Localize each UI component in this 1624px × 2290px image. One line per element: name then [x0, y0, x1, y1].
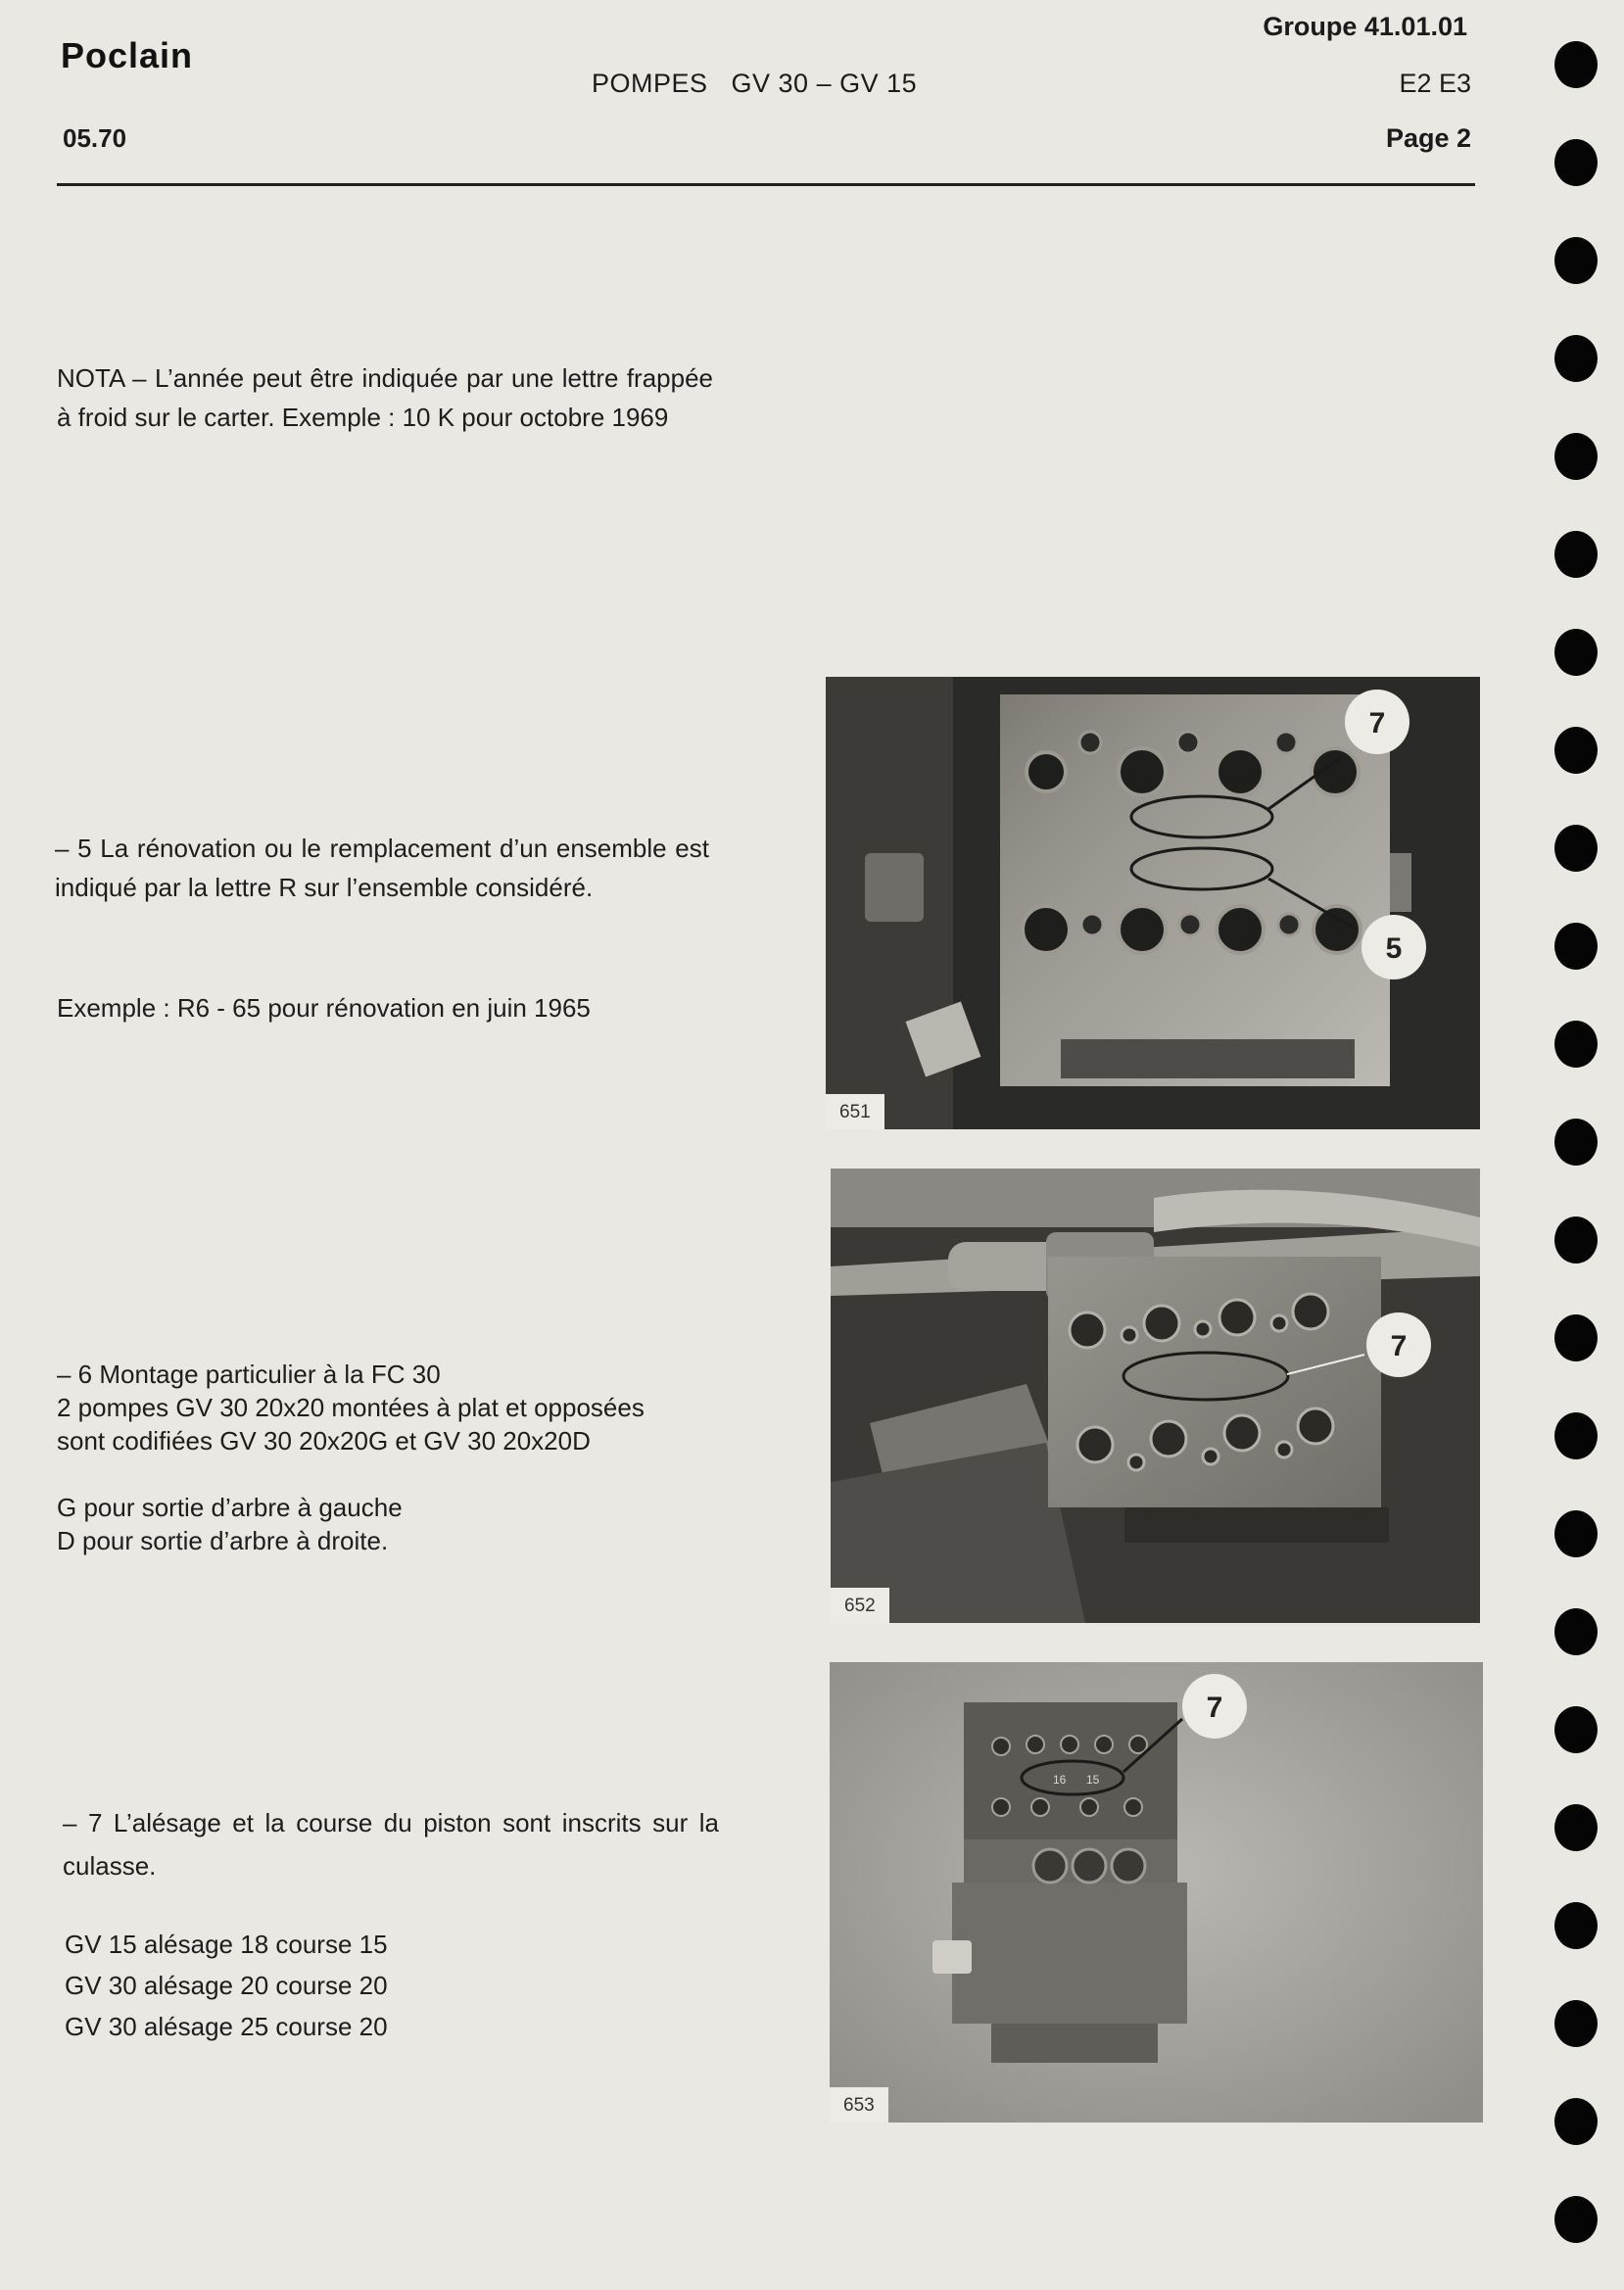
pump-mounted-view [831, 1169, 1480, 1623]
binder-hole [1554, 139, 1598, 186]
pump-isolated-view [830, 1662, 1483, 2123]
section-5-paragraph: – 5 La rénovation ou le remplacement d’un ensemble est indiqué par la lettre R sur l’ensemble considéré. [55, 834, 709, 902]
binder-hole [1554, 1510, 1598, 1557]
section-6-line: 2 pompes GV 30 20x20 montées à plat et opposées [57, 1393, 645, 1422]
figure-number: 651 [826, 1094, 884, 1129]
group-number: Groupe 41.01.01 [1263, 12, 1467, 41]
callout-label: 7 [1368, 707, 1386, 739]
section-7-paragraph: – 7 L’alésage et la course du piston sont inscrits sur la culasse. [63, 1808, 719, 1881]
binder-hole [1554, 727, 1598, 774]
spec-line: GV 30 alésage 20 course 20 [65, 1971, 388, 2000]
binder-hole [1554, 1608, 1598, 1655]
document-title: POMPES GV 30 – GV 15 [592, 69, 918, 98]
pump-block-top-view [826, 677, 1480, 1129]
callout-label: 7 [1206, 1692, 1223, 1724]
section-5-example: Exemple : R6 - 65 pour rénovation en juin 1965 [57, 993, 591, 1023]
header-rule [57, 183, 1475, 186]
section-6-line: sont codifiées GV 30 20x20G et GV 30 20x20D [57, 1426, 591, 1455]
binder-holes [1548, 0, 1610, 2290]
binder-hole [1554, 531, 1598, 578]
binder-hole [1554, 335, 1598, 382]
binder-hole [1554, 237, 1598, 284]
section-6-line: D pour sortie d’arbre à droite. [57, 1526, 389, 1555]
binder-hole [1554, 1314, 1598, 1361]
binder-hole [1554, 1217, 1598, 1264]
binder-hole [1554, 41, 1598, 88]
binder-hole [1554, 2098, 1598, 2145]
page-number: Page 2 [1385, 123, 1471, 153]
callout-label: 7 [1390, 1330, 1408, 1362]
binder-hole [1554, 2196, 1598, 2243]
binder-hole [1554, 1804, 1598, 1851]
binder-hole [1554, 433, 1598, 480]
binder-hole [1554, 1902, 1598, 1949]
figure-number: 652 [831, 1588, 889, 1623]
section-6-line: – 6 Montage particulier à la FC 30 [57, 1360, 441, 1389]
stamp-text: 16 [1053, 1773, 1067, 1787]
document-date: 05.70 [63, 123, 127, 153]
section-6-line: G pour sortie d’arbre à gauche [57, 1493, 403, 1522]
callout-label: 5 [1385, 932, 1403, 965]
figure-653-photo [830, 1662, 1483, 2123]
spec-line: GV 15 alésage 18 course 15 [65, 1930, 388, 1959]
stamp-text: 15 [1086, 1773, 1100, 1787]
model-code: E2 E3 [1399, 69, 1471, 98]
binder-hole [1554, 1412, 1598, 1459]
section-6-block [57, 1358, 762, 1557]
nota-paragraph: NOTA – L’année peut être indiquée par une lettre frappée à froid sur le carter. Exemple : 10 K pour octobre 1969 [57, 363, 713, 432]
binder-hole [1554, 629, 1598, 676]
figure-651-photo [826, 677, 1480, 1129]
binder-hole [1554, 1021, 1598, 1068]
binder-hole [1554, 2000, 1598, 2047]
brand-logo: Poclain [61, 35, 194, 75]
binder-hole [1554, 825, 1598, 872]
binder-hole [1554, 1119, 1598, 1166]
spec-line: GV 30 alésage 25 course 20 [65, 2012, 388, 2041]
figure-652-photo [831, 1169, 1480, 1623]
binder-hole [1554, 923, 1598, 970]
figure-number: 653 [830, 2087, 888, 2123]
section-7-specs [65, 1924, 652, 2047]
binder-hole [1554, 1706, 1598, 1753]
